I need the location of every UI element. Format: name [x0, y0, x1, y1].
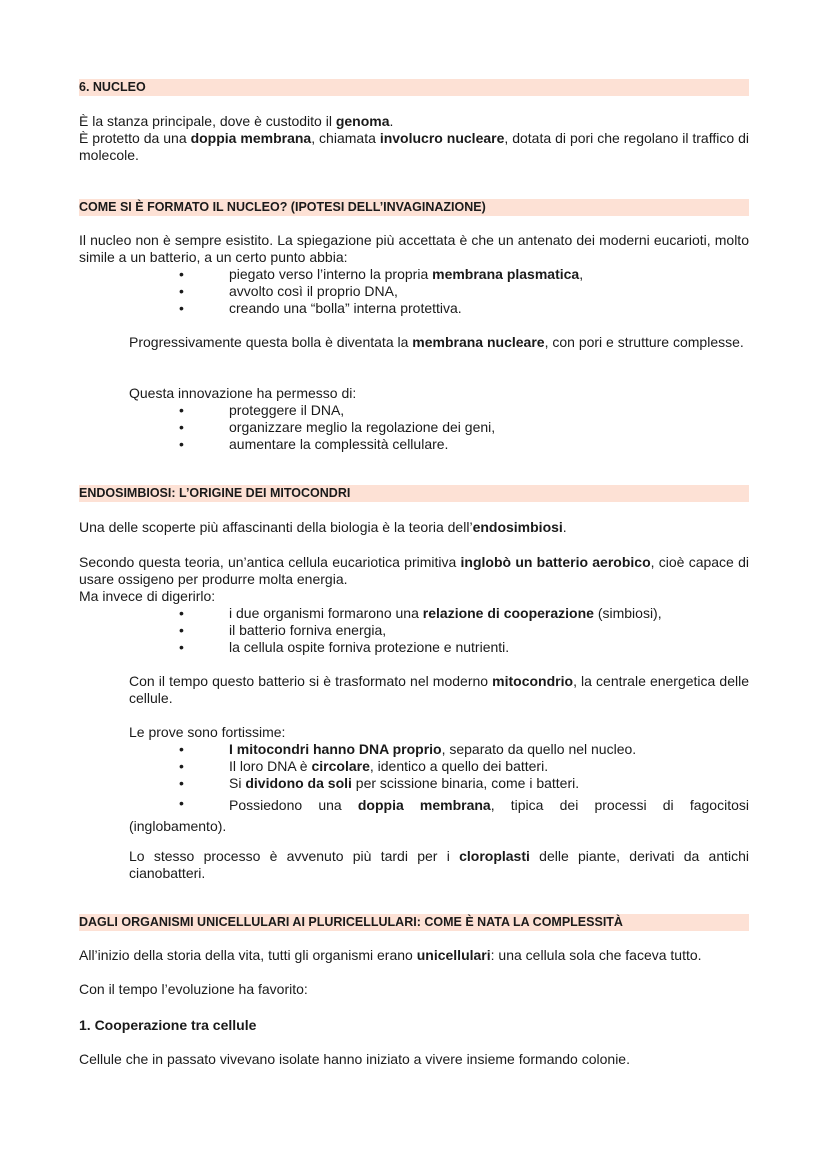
text-segment: . — [389, 113, 394, 129]
list-item — [229, 300, 462, 317]
text-segment: : una cellula sola che faceva tutto. — [490, 947, 702, 963]
text-segment: . — [562, 519, 567, 535]
paragraph — [129, 848, 749, 882]
bold-text: I mitocondri hanno DNA proprio — [229, 741, 442, 757]
list-item — [229, 419, 495, 436]
paragraph — [129, 724, 749, 741]
paragraph — [79, 1051, 749, 1068]
bold-text: dividono da soli — [245, 775, 352, 791]
text-segment: Il loro DNA è — [229, 758, 312, 774]
text-segment: Con il tempo l’evoluzione ha favorito: — [79, 981, 308, 997]
bullet-icon: • — [179, 402, 184, 418]
text-segment: Lo stesso processo è avvenuto più tardi per i — [129, 848, 460, 864]
text-segment: Con il tempo questo batterio si è trasformato nel moderno — [129, 673, 493, 689]
list-item — [129, 795, 749, 837]
text-segment: creando una “bolla” interna protettiva. — [229, 300, 462, 316]
list-item — [229, 758, 548, 775]
bullet-icon: • — [179, 775, 184, 791]
text-segment: , dotata di pori che regolano il traffico di molecole. — [79, 130, 749, 163]
bold-text: relazione di cooperazione — [422, 605, 594, 621]
paragraph — [79, 947, 749, 964]
text-segment: È protetto da una — [79, 130, 191, 146]
bullet-icon: • — [179, 300, 184, 316]
bullet-icon: • — [179, 419, 184, 435]
list-item — [229, 266, 583, 283]
bold-text: 1. Cooperazione tra cellule — [79, 1017, 257, 1033]
list-item — [229, 436, 448, 453]
paragraph — [79, 130, 749, 164]
text-segment: Cellule che in passato vivevano isolate hanno iniziato a vivere insieme formando colonie. — [79, 1051, 630, 1067]
section-heading: ENDOSIMBIOSI: L’ORIGINE DEI MITOCONDRI — [79, 485, 749, 502]
text-segment: (simbiosi), — [593, 605, 662, 621]
text-segment: proteggere il DNA, — [229, 402, 345, 418]
bullet-icon: • — [179, 436, 184, 452]
bullet-icon: • — [179, 758, 184, 774]
text-segment: i due organismi formarono una — [229, 605, 423, 621]
text-segment: , con pori e strutture complesse. — [544, 334, 744, 350]
text-segment: , cioè capace di usare ossigeno per produrre molta energia. — [79, 554, 749, 587]
list-item — [229, 402, 344, 419]
text-segment: organizzare meglio la regolazione dei geni, — [229, 419, 496, 435]
text-segment: il batterio forniva energia, — [229, 622, 387, 638]
bullet-icon: • — [179, 741, 184, 757]
text-segment: , la centrale energetica delle cellule. — [129, 673, 750, 706]
bold-text: circolare — [311, 758, 370, 774]
section-heading: 6. NUCLEO — [79, 79, 749, 96]
bold-text: inglobò un batterio aerobico — [460, 554, 651, 570]
bold-text: involucro nucleare — [379, 130, 505, 146]
list-item — [229, 622, 386, 639]
bold-text: unicellulari — [416, 947, 491, 963]
bold-text: doppia membrana — [357, 797, 491, 813]
bold-text: mitocondrio — [492, 673, 574, 689]
bold-text: membrana plasmatica — [432, 266, 580, 282]
bullet-icon: • — [179, 795, 184, 811]
paragraph — [79, 519, 749, 536]
text-segment: , identico a quello dei batteri. — [369, 758, 549, 774]
list-item — [229, 741, 636, 758]
list-item — [229, 639, 509, 656]
text-segment: Si — [229, 775, 246, 791]
text-segment: aumentare la complessità cellulare. — [229, 436, 449, 452]
text-segment: Progressivamente questa bolla è diventata la — [129, 334, 413, 350]
bullet-icon: • — [179, 605, 184, 621]
paragraph — [129, 385, 749, 402]
bold-text: membrana nucleare — [412, 334, 545, 350]
text-segment: Le prove sono fortissime: — [129, 724, 286, 740]
text-segment: Una delle scoperte più affascinanti della biologia è la teoria dell’ — [79, 519, 473, 535]
text-segment: Secondo questa teoria, un’antica cellula eucariotica primitiva — [79, 554, 461, 570]
list-item — [229, 775, 579, 792]
paragraph — [79, 232, 749, 266]
paragraph — [129, 673, 749, 707]
list-item — [229, 283, 398, 300]
text-segment: piegato verso l’interno la propria — [229, 266, 433, 282]
bold-text: doppia membrana — [190, 130, 312, 146]
bullet-icon: • — [179, 639, 184, 655]
paragraph — [129, 334, 749, 351]
paragraph — [79, 981, 749, 998]
text-segment: È la stanza principale, dove è custodito il — [79, 113, 336, 129]
bullet-icon: • — [179, 283, 184, 299]
bold-text: genoma — [335, 113, 390, 129]
text-segment: , separato da quello nel nucleo. — [441, 741, 637, 757]
section-heading: COME SI È FORMATO IL NUCLEO? (IPOTESI DELL’INVAGINAZIONE) — [79, 199, 749, 216]
bullet-icon: • — [179, 622, 184, 638]
text-segment: Il nucleo non è sempre esistito. La spiegazione più accettata è che un antenato dei moderni eucarioti, molto simile a un batterio, a un certo punto abbia: — [79, 232, 749, 265]
text-segment: avvolto così il proprio DNA, — [229, 283, 398, 299]
section-heading: DAGLI ORGANISMI UNICELLULARI AI PLURICELLULARI: COME È NATA LA COMPLESSITÀ — [79, 914, 749, 931]
paragraph — [79, 554, 749, 588]
text-segment: Possiedono una — [229, 797, 358, 813]
text-segment: , — [579, 266, 584, 282]
subheading — [79, 1017, 749, 1034]
text-segment: , chiamata — [311, 130, 380, 146]
bold-text: endosimbiosi — [472, 519, 563, 535]
text-segment: delle piante, derivati da antichi cianobatteri. — [129, 848, 749, 881]
text-segment: per scissione binaria, come i batteri. — [351, 775, 580, 791]
paragraph — [79, 588, 749, 605]
paragraph — [79, 113, 749, 130]
list-item — [229, 605, 662, 622]
text-segment: Questa innovazione ha permesso di: — [129, 385, 357, 401]
bullet-icon: • — [179, 266, 184, 282]
text-segment: Ma invece di digerirlo: — [79, 588, 216, 604]
text-segment: la cellula ospite forniva protezione e nutrienti. — [229, 639, 510, 655]
bold-text: cloroplasti — [459, 848, 530, 864]
text-segment: All’inizio della storia della vita, tutti gli organismi erano — [79, 947, 417, 963]
text-segment: , tipica dei processi di fagocitosi (inglobamento). — [129, 797, 749, 834]
